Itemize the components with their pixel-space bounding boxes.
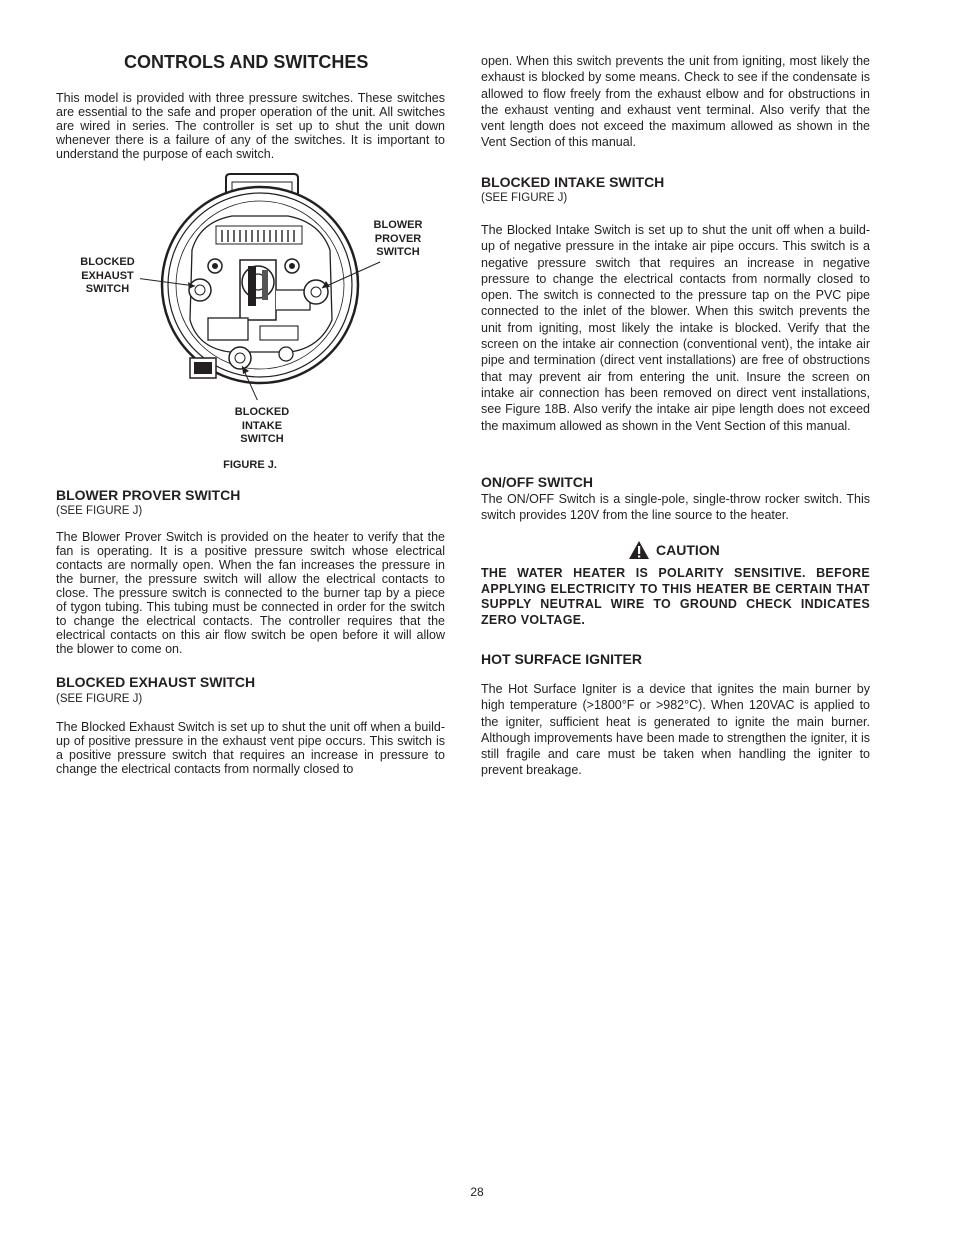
page-title: CONTROLS AND SWITCHES [124, 52, 369, 72]
page-number: 28 [470, 1185, 484, 1199]
caution-title-text: CAUTION [656, 542, 720, 558]
blocked-exhaust-body: The Blocked Exhaust Switch is set up to shut the unit off when a build-up of positive pressure in the exhaust vent pipe occurs. This switch is a positive pressure switch that requires an increase in pressure to change the electrical contacts from normally closed to [56, 720, 445, 776]
hot-surface-igniter-body: The Hot Surface Igniter is a device that ignites the main burner by high temperature (>1800°F or >982°C). When 120VAC is applied to the igniter, sufficient heat is generated to ignite the main burner. Although improvements have been made to strengthen the igniter, it is still fragile and care must be taken when handling the igniter to prevent breakage. [481, 682, 870, 778]
blocked-exhaust-switch-label: BLOCKED EXHAUST SWITCH [80, 256, 135, 295]
blower-prover-ref: (SEE FIGURE J) [56, 505, 143, 517]
blocked-exhaust-heading: BLOCKED EXHAUST SWITCH [56, 674, 256, 690]
blocked-intake-heading: BLOCKED INTAKE SWITCH [481, 174, 665, 190]
onoff-body: The ON/OFF Switch is a single-pole, single-throw rocker switch. This switch provides 120V from the line source to the heater. [481, 492, 870, 523]
hot-surface-igniter-heading: HOT SURFACE IGNITER [481, 651, 643, 667]
onoff-heading: ON/OFF SWITCH [481, 474, 593, 490]
blocked-exhaust-body-continued: open. When this switch prevents the unit from igniting, most likely the exhaust is blocked by some means. Check to see if the condensate is allowed to flow freely from the exhaust elbow and for obstructions in the exhaust venting and exhaust vent terminal. Also verify that the vent length does not exceed the maximum allowed as shown in the Vent Section of this manual. [481, 54, 870, 150]
caution-body: THE WATER HEATER IS POLARITY SENSITIVE. BEFORE APPLYING ELECTRICITY TO THIS HEATER BE CERTAIN THAT SUPPLY NEUTRAL WIRE TO GROUND CHECK INDICATES ZERO VOLTAGE. [481, 566, 870, 628]
blower-prover-heading: BLOWER PROVER SWITCH [56, 487, 241, 503]
figure-j [140, 170, 440, 405]
blocked-intake-ref: (SEE FIGURE J) [481, 192, 568, 204]
blower-prover-body: The Blower Prover Switch is provided on the heater to verify that the fan is operating. It is a positive pressure switch whose electrical contacts are normally open. When the fan increases the pressure in the burner, the pressure switch will allow the electrical contacts to close. The pressure switch is connected to the burner tap by a piece of tygon tubing. This tubing must be connected in order for the switch to change the electrical contacts. The controller requires that the electrical contacts on this air flow switch be open before it will allow the blower to come on. [56, 530, 445, 656]
blocked-intake-body: The Blocked Intake Switch is set up to shut the unit off when a build-up of negative pressure in the intake air pipe occurs. This switch is a negative pressure switch that requires an increase in negative pressure to change the electrical contacts from normally closed to open. The switch is connected to the pressure tap on the PVC pipe connected to the inlet of the blower. When this switch prevents the unit from igniting, most likely the intake is blocked. Verify that the screen on the intake air connection (conventional vent), the intake air pipe and termination (direct vent installations) are free of obstructions that may prevent air from entering the unit. Insure the screen on intake air connection has been removed on direct vent installations, see Figure 18B. Also verify the intake air pipe length does not exceed the maximum allowed as shown in the Vent Section of this manual. [481, 223, 870, 433]
blocked-intake-switch-label: BLOCKED INTAKE SWITCH [234, 406, 290, 445]
intro-paragraph: This model is provided with three pressure switches. These switches are essential to the safe and proper operation of the unit. All switches are wired in series. The controller is set up to shut the unit down whenever there is a failure of any of the switches. It is important to understand the purpose of each switch. [56, 91, 445, 161]
blocked-exhaust-ref: (SEE FIGURE J) [56, 693, 143, 705]
caution-title [628, 540, 720, 560]
warning-triangle-icon [628, 540, 650, 560]
figure-caption: FIGURE J. [223, 459, 277, 471]
blower-prover-switch-label: BLOWER PROVER SWITCH [373, 219, 423, 258]
heater-top-diagram [140, 170, 440, 400]
